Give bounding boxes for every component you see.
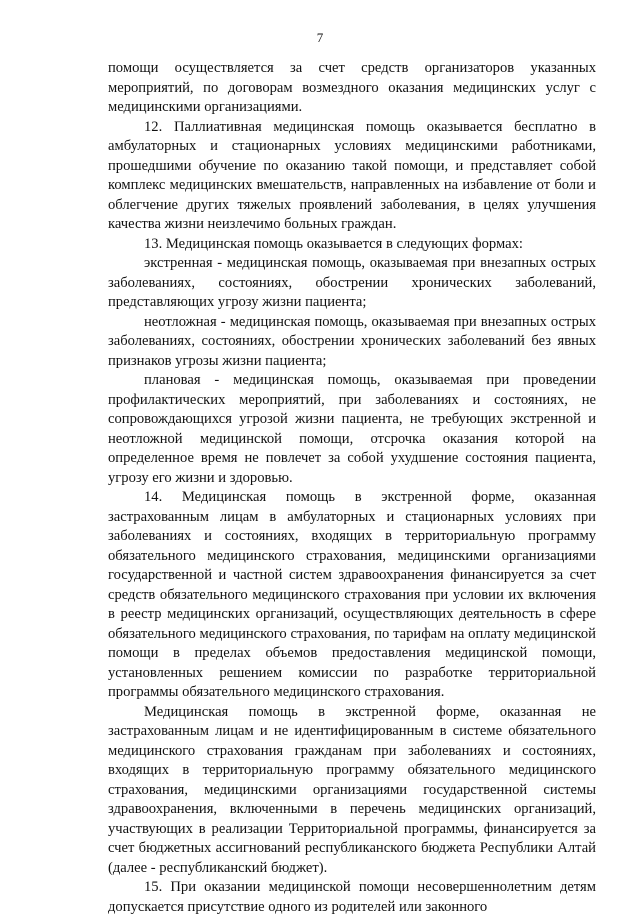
paragraph-item-14: 14. Медицинская помощь в экстренной форме, оказанная застрахованным лицам в амбулаторных и стационарных условиях при заболеваниях и состояниях, входящих в территориальную программу обязательного медицинского страхования, медицинскими организациями государственной и частной систем здравоохранения финансируется за счет средств обязательного медицинского страхования при условии их включения в реестр медицинских организаций, осуществляющих деятельность в сфере обязательного медицинского страхования, по тарифам на оплату медицинской помощи в пределах объемов предоставления медицинской помощи, установленных решением комиссии по разработке территориальной программы обязательного медицинского страхования. xyxy=(108,489,596,700)
paragraph-continuation: помощи осуществляется за счет средств организаторов указанных мероприятий, по договорам возмездного оказания медицинских услуг с медицинскими организациями. xyxy=(108,60,596,115)
paragraph-item-12: 12. Паллиативная медицинская помощь оказывается бесплатно в амбулаторных и стационарных условиях медицинскими работниками, прошедшими обучение по оказанию такой помощи, и представляет собой комплекс медицинских вмешательств, направленных на избавление от боли и облегчение других тяжелых проявлений заболевания, в целях улучшения качества жизни неизлечимо больных граждан. xyxy=(108,118,596,232)
document-body xyxy=(108,59,596,917)
paragraph-item-15: 15. При оказании медицинской помощи несовершеннолетним детям допускается присутствие одного из родителей или законного xyxy=(108,879,596,915)
paragraph-form-planned: плановая - медицинская помощь, оказываемая при проведении профилактических мероприятий, при заболеваниях и состояниях, не сопровождающихся угрозой жизни пациента, не требующих экстренной и неотложной медицинской помощи, отсрочка оказания которой на определенное время не повлечет за собой ухудшение состояния пациента, угрозу его жизни и здоровью. xyxy=(108,372,596,486)
paragraph-item-13: 13. Медицинская помощь оказывается в следующих формах: xyxy=(144,235,523,252)
paragraph-form-urgent: неотложная - медицинская помощь, оказываемая при внезапных острых заболеваниях, состояниях, обострении хронических заболеваний без явных признаков угрозы жизни пациента; xyxy=(108,313,596,369)
paragraph-item-14-uninsured: Медицинская помощь в экстренной форме, оказанная не застрахованным лицам и не идентифицированным в системе обязательного медицинского страхования гражданам при заболеваниях и состояниях, входящих в территориальную программу обязательного медицинского страхования, медицинскими организациями государственной системы здравоохранения, включенными в перечень медицинских организаций, участвующих в реализации Территориальной программы, финансируется за счет бюджетных ассигнований республиканского бюджета Республики Алтай (далее - республиканский бюджет). xyxy=(108,703,596,876)
page-number: 7 xyxy=(316,30,324,45)
paragraph-form-emergency: экстренная - медицинская помощь, оказываемая при внезапных острых заболеваниях, состояниях, обострении хронических заболеваний, представляющих угрозу жизни пациента; xyxy=(108,255,596,310)
